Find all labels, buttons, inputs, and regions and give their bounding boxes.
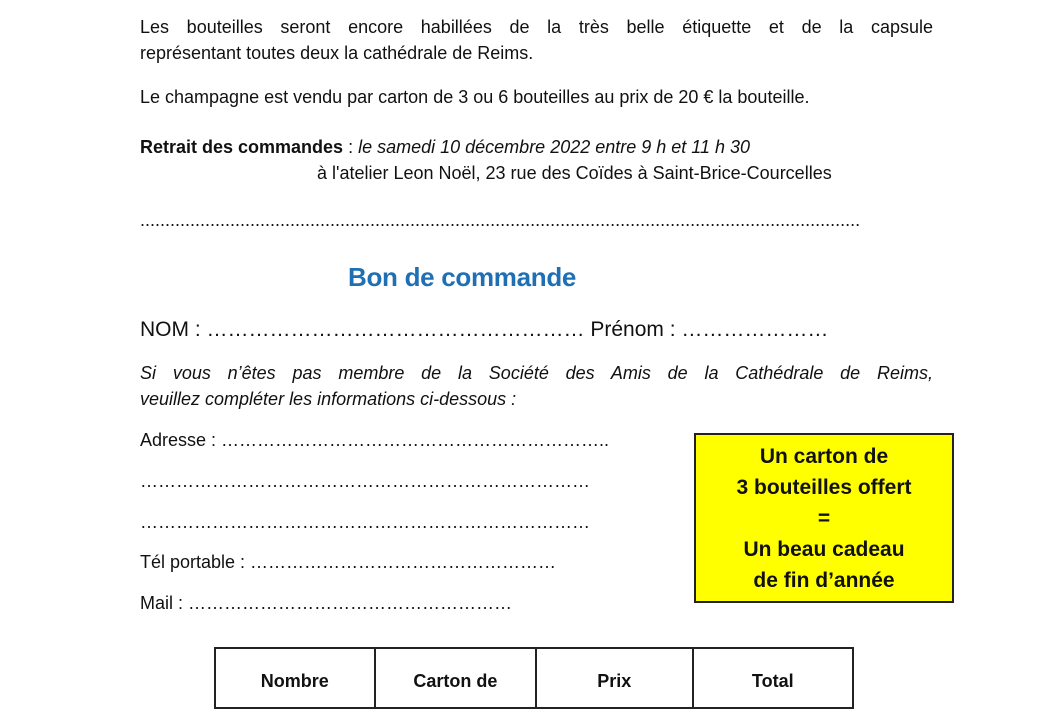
address-continuation-1: ………………………………………………………………… (140, 471, 590, 491)
header-carton: Carton de (375, 648, 537, 708)
promo-line-5: de fin d’année (753, 568, 895, 592)
pickup-label: Retrait des commandes (140, 137, 344, 157)
pickup-date: le samedi 10 décembre 2022 entre 9 h et 11 h 30 (358, 137, 751, 157)
promo-line-1: Un carton de (759, 444, 889, 468)
member-note-line-2: veuillez compléter les informations ci-dessous : (140, 389, 517, 409)
dotted-divider: ................................................................................................................................................ (140, 210, 861, 230)
address-continuation-2: ………………………………………………………………… (140, 512, 590, 532)
order-form-title: Bon de commande (348, 262, 577, 292)
pickup-line (140, 135, 750, 159)
promo-box (694, 433, 954, 603)
pickup-separator: : (343, 137, 359, 157)
intro-line-1: Les bouteilles seront encore habillées de la très belle étiquette et de la capsule (140, 17, 933, 37)
price-text: Le champagne est vendu par carton de 3 ou 6 bouteilles au prix de 20 € la bouteille. (140, 87, 810, 107)
mail-field-line: Mail : ……………………………………………… (140, 593, 513, 613)
header-total: Total (693, 648, 853, 708)
pickup-location: à l'atelier Leon Noël, 23 rue des Coïdes à Saint-Brice-Courcelles (317, 163, 832, 183)
header-prix: Prix (536, 648, 692, 708)
intro-line-2: représentant toutes deux la cathédrale de Reims. (140, 43, 534, 63)
name-field-line: NOM : ……………………………………………… Prénom : ………………… (140, 318, 829, 341)
promo-line-3: = (817, 506, 831, 530)
order-table (214, 647, 854, 709)
member-note-line-1: Si vous n’êtes pas membre de la Société des Amis de la Cathédrale de Reims, (140, 363, 933, 383)
header-nombre: Nombre (215, 648, 375, 708)
phone-field-line: Tél portable : …………………………………………… (140, 552, 557, 572)
promo-line-2: 3 bouteilles offert (736, 475, 912, 499)
address-field-line: Adresse : ……………………………………………………….. (140, 430, 610, 450)
table-header-row (215, 648, 853, 708)
promo-line-4: Un beau cadeau (743, 537, 905, 561)
